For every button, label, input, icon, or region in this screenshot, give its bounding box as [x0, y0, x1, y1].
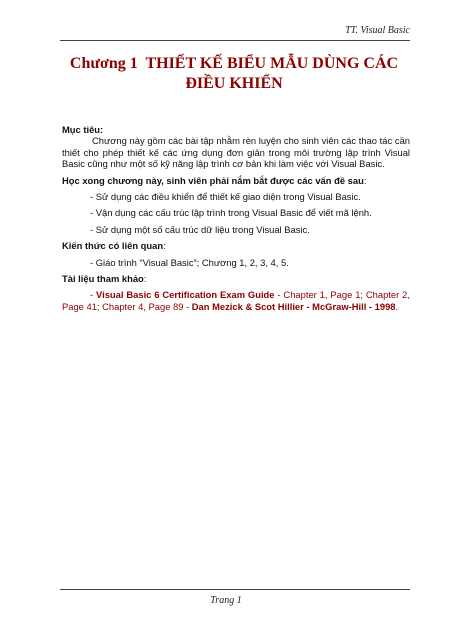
- chapter-body: [62, 124, 410, 312]
- outcomes-heading-line: [62, 175, 410, 186]
- reference-separator: -: [303, 300, 313, 312]
- references-colon: :: [143, 273, 147, 285]
- chapter-title: [58, 54, 410, 94]
- reference-dash: -: [90, 289, 97, 301]
- chapter-title-line2: ĐIỀU KHIỂN: [185, 75, 283, 92]
- related-heading-line: [62, 240, 410, 251]
- footer-rule: [60, 589, 410, 590]
- reference-entry: [62, 289, 410, 312]
- outcomes-heading: Học xong chương này, sinh viên phải nắm bắt được các vấn đề sau: [62, 174, 364, 186]
- related-colon: :: [163, 240, 166, 252]
- page-number: Trang 1: [210, 595, 242, 606]
- objectives-text: Chương này gồm các bài tập nhằm rèn luyện cho sinh viên các thao tác cần thiết cho phép thiết kế các ứng dụng đơn giản trong môi trường lập trình Visual Basic cũng như một số kỹ năng lập trình cơ bản khi làm việc với Visual Basic.: [62, 135, 410, 170]
- chapter-title-line1: THIẾT KẾ BIỂU MẪU DÙNG CÁC: [145, 55, 399, 72]
- outcome-item: - Sử dụng một số cấu trúc dữ liệu trong Visual Basic.: [90, 223, 310, 235]
- reference-chapters: - Chapter 1, Page 1; Chapter 2, Page 41; Chapter 4, Page 89 -: [62, 289, 410, 312]
- reference-authors: Dan Mezick & Scot Hillier: [191, 300, 304, 312]
- reference-book-title: Visual Basic 6 Certification Exam Guide: [96, 289, 275, 301]
- references-heading: Tài liệu tham khảo: [62, 273, 144, 285]
- outcome-item: - Vận dụng các cấu trúc lập trình trong Visual Basic để viết mã lệnh.: [90, 207, 372, 219]
- outcomes-colon: :: [363, 174, 367, 186]
- references-heading-line: [62, 273, 410, 284]
- outcome-item: - Sử dụng các điều khiển để thiết kế giao diện trong Visual Basic.: [90, 191, 361, 203]
- related-text: - Giáo trình “Visual Basic”; Chương 1, 2, 3, 4, 5.: [90, 256, 289, 268]
- objectives-heading: Mục tiêu:: [62, 124, 104, 135]
- chapter-number: Chương 1: [69, 55, 138, 72]
- reference-publisher: McGraw-Hill - 1998: [312, 300, 396, 312]
- running-header: TT. Visual Basic: [345, 25, 410, 36]
- header-rule: [60, 40, 410, 41]
- reference-period: .: [395, 300, 399, 312]
- related-heading: Kiến thức có liên quan: [62, 240, 164, 252]
